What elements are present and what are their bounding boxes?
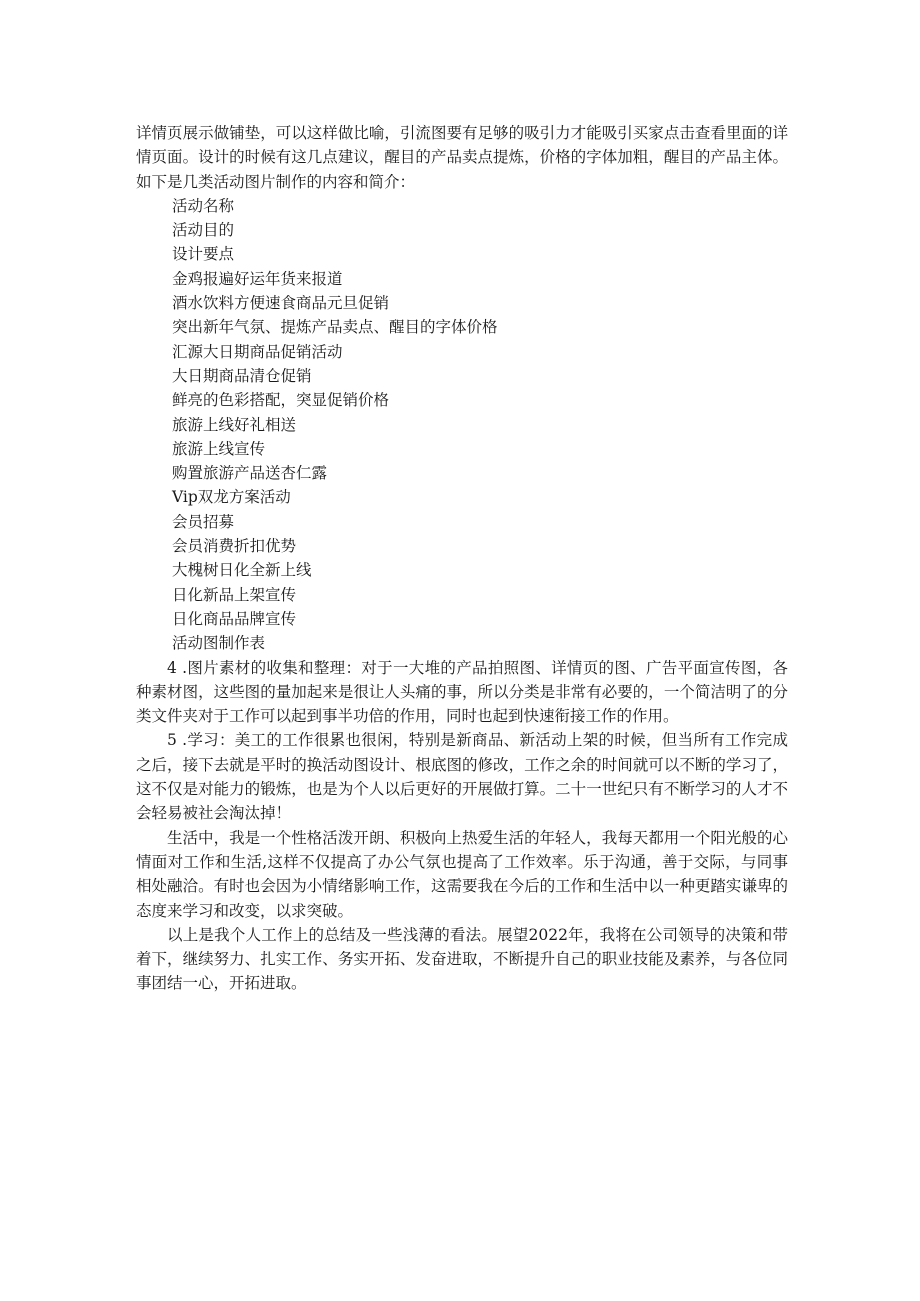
list-item: 鲜亮的色彩搭配，突显促销价格 bbox=[172, 391, 390, 410]
list-item: 日化新品上架宣传 bbox=[172, 585, 297, 604]
list-item: 旅游上线好礼相送 bbox=[172, 415, 297, 434]
document-page bbox=[136, 121, 788, 996]
list-item: 会员招募 bbox=[172, 512, 235, 531]
list-item: 活动名称 bbox=[172, 196, 235, 215]
paragraph-life: 生活中，我是一个性格活泼开朗、积极向上热爱生活的年轻人，我每天都用一个阳光般的心情面对工作和生活,这样不仅提高了办公气氛也提高了工作效率。乐于沟通，善于交际，与同事相处融洽。有时也会因为小情绪影响工作，这需要我在今后的工作和生活中以一种更踏实谦卑的态度来学习和改变，以求突破。 bbox=[136, 828, 788, 920]
list-item: 活动目的 bbox=[172, 221, 235, 240]
list-item: 大日期商品清仓促销 bbox=[172, 366, 312, 385]
list-item: 活动图制作表 bbox=[172, 634, 266, 653]
list-item: 金鸡报遍好运年货来报道 bbox=[172, 269, 343, 288]
paragraph-conclusion: 以上是我个人工作上的总结及一些浅薄的看法。展望2022年，我将在公司领导的决策和带着下，继续努力、扎实工作、务实开拓、发奋进取，不断提升自己的职业技能及素养，与各位同事团结一心，开拓进取。 bbox=[136, 925, 788, 993]
list-item: 突出新年气氛、提炼产品卖点、醒目的字体价格 bbox=[172, 318, 498, 337]
list-item: 汇源大日期商品促销活动 bbox=[172, 342, 343, 361]
list-item: 酒水饮料方便速食商品元旦促销 bbox=[172, 294, 390, 313]
paragraph-image-assets: 4 .图片素材的收集和整理：对于一大堆的产品拍照图、详情页的图、广告平面宣传图，各种素材图，这些图的量加起来是很让人头痛的事，所以分类是非常有必要的，一个简洁明了的分类文件夹对于工作可以起到事半功倍的作用，同时也起到快速衔接工作的作用。 bbox=[136, 658, 788, 726]
list-item: 购置旅游产品送杏仁露 bbox=[172, 464, 328, 483]
list-item: Vip双龙方案活动 bbox=[172, 488, 291, 507]
activity-table-items bbox=[136, 194, 788, 656]
paragraph-learning: 5 .学习：美工的工作很累也很闲，特别是新商品、新活动上架的时候，但当所有工作完成之后，接下去就是平时的换活动图设计、根底图的修改，工作之余的时间就可以不断的学习了，这不仅是对能力的锻炼，也是为个人以后更好的开展做打算。二十一世纪只有不断学习的人才不会轻易被社会淘汰掉！ bbox=[136, 731, 788, 823]
list-item: 设计要点 bbox=[172, 245, 235, 264]
list-item: 会员消费折扣优势 bbox=[172, 537, 297, 556]
list-item: 日化商品品牌宣传 bbox=[172, 609, 297, 628]
intro-paragraph: 详情页展示做铺垫，可以这样做比喻，引流图要有足够的吸引力才能吸引买家点击查看里面的详情页面。设计的时候有这几点建议，醒目的产品卖点提炼，价格的字体加粗，醒目的产品主体。如下是几类活动图片制作的内容和简介： bbox=[136, 124, 788, 191]
list-item: 旅游上线宣传 bbox=[172, 439, 266, 458]
list-item: 大槐树日化全新上线 bbox=[172, 561, 312, 580]
